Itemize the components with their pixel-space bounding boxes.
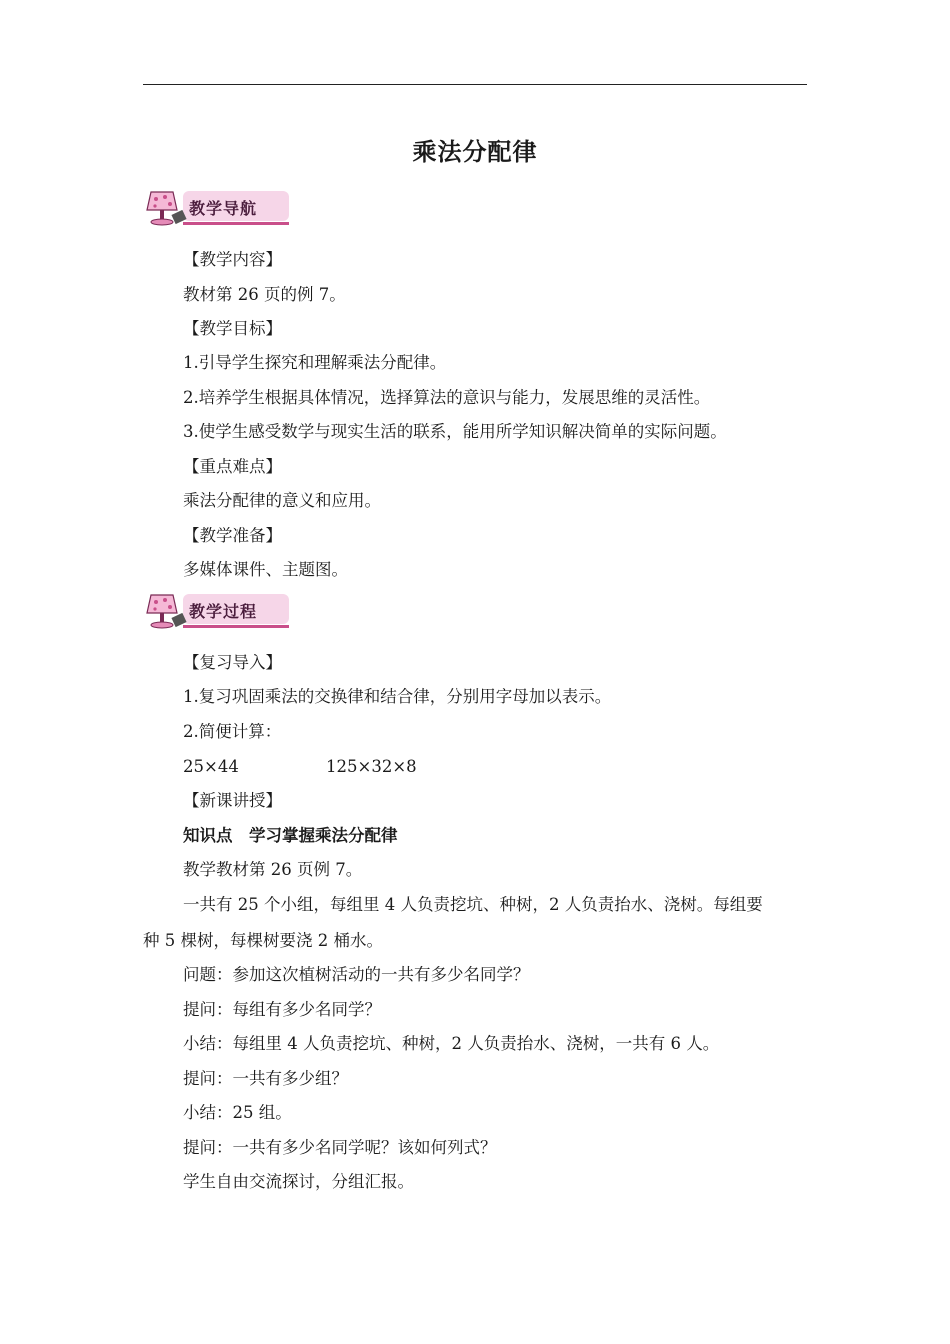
example-ref: 教学教材第 26 页例 7。: [183, 860, 363, 879]
problem-text: 一共有 25 个小组，每组里 4 人负责挖坑、种树，2 人负责抬水、浇树。每组要: [183, 895, 763, 914]
teaching-nav-banner: [143, 186, 293, 232]
prep-text: 多媒体课件、主题图。: [183, 560, 348, 579]
goal-item: 1.引导学生探究和理解乘法分配律。: [183, 353, 447, 372]
review-item: 1.复习巩固乘法的交换律和结合律，分别用字母加以表示。: [183, 687, 612, 706]
banner-label: 教学导航: [189, 199, 258, 218]
content-heading: 【教学内容】: [183, 250, 282, 269]
calc-row: [183, 756, 583, 778]
banner-label: 教学过程: [189, 602, 258, 621]
prep-heading: 【教学准备】: [183, 526, 282, 545]
goals-heading: 【教学目标】: [183, 319, 282, 338]
ask-text: 提问：一共有多少组？: [183, 1069, 348, 1088]
review-heading: 【复习导入】: [183, 653, 282, 672]
question-text: 问题：参加这次植树活动的一共有多少名同学？: [183, 965, 530, 984]
goal-item: 2.培养学生根据具体情况，选择算法的意识与能力，发展思维的灵活性。: [183, 388, 711, 407]
summary-text: 小结：每组里 4 人负责挖坑、种树，2 人负责抬水、浇树，一共有 6 人。: [183, 1034, 720, 1053]
calc-expression: 125×32×8: [326, 757, 417, 776]
teaching-process-banner: [143, 589, 293, 635]
goal-item: 3.使学生感受数学与现实生活的联系，能用所学知识解决简单的实际问题。: [183, 422, 727, 441]
review-item: 2.简便计算：: [183, 722, 282, 741]
key-heading: 【重点难点】: [183, 457, 282, 476]
header-rule: [143, 84, 807, 85]
discussion-text: 学生自由交流探讨，分组汇报。: [183, 1172, 414, 1191]
knowledge-point: 知识点 学习掌握乘法分配律: [183, 826, 398, 845]
new-lesson-heading: 【新课讲授】: [183, 791, 282, 810]
ask-text: 提问：一共有多少名同学呢？该如何列式？: [183, 1138, 497, 1157]
page-title: 乘法分配律: [412, 138, 538, 166]
summary-text: 小结：25 组。: [183, 1103, 292, 1122]
ask-text: 提问：每组有多少名同学？: [183, 1000, 381, 1019]
problem-text: 种 5 棵树，每棵树要浇 2 桶水。: [143, 931, 383, 950]
key-text: 乘法分配律的意义和应用。: [183, 491, 381, 510]
content-text: 教材第 26 页的例 7。: [183, 285, 346, 304]
calc-expression: 25×44: [183, 757, 239, 776]
